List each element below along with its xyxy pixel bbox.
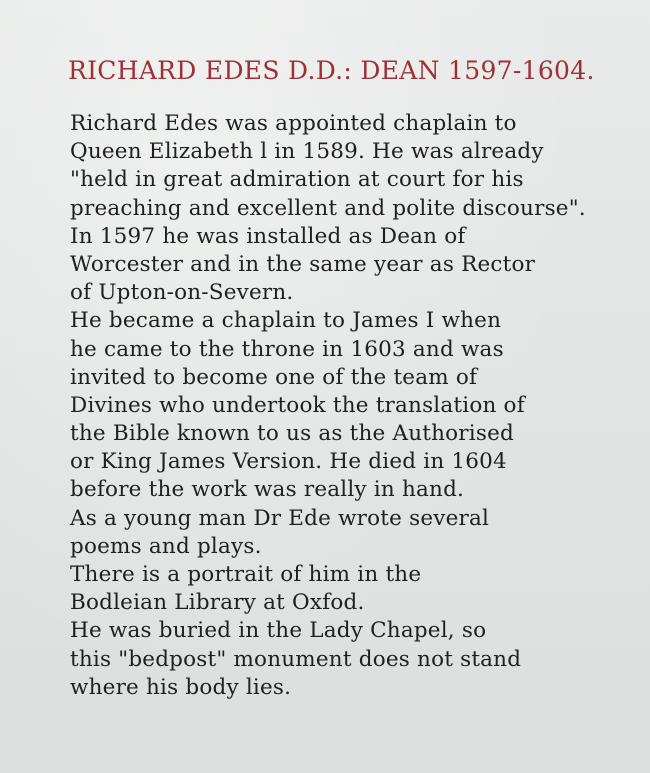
plaque-line: "held in great admiration at court for his bbox=[70, 167, 524, 193]
plaque-line: preaching and excellent and polite discourse". bbox=[70, 195, 586, 221]
plaque-line: Divines who undertook the translation of bbox=[70, 392, 525, 418]
plaque-line: of Upton-on-Severn. bbox=[70, 280, 294, 306]
plaque-line: Queen Elizabeth l in 1589. He was already bbox=[70, 139, 544, 165]
plaque-line: poems and plays. bbox=[70, 533, 262, 559]
plaque-line: He became a chaplain to James I when bbox=[70, 308, 502, 334]
plaque-line: Worcester and in the same year as Rector bbox=[70, 251, 536, 277]
plaque-line: he came to the throne in 1603 and was bbox=[70, 336, 504, 362]
plaque-line: He was buried in the Lady Chapel, so bbox=[70, 618, 487, 644]
plaque-line: As a young man Dr Ede wrote several bbox=[70, 505, 490, 531]
plaque-line: this "bedpost" monument does not stand bbox=[70, 646, 522, 672]
plaque-line: In 1597 he was installed as Dean of bbox=[70, 223, 466, 249]
plaque-line: before the work was really in hand. bbox=[70, 477, 465, 503]
plaque-line: where his body lies. bbox=[70, 674, 292, 700]
plaque-line: invited to become one of the team of bbox=[70, 364, 478, 390]
plaque-line: Richard Edes was appointed chaplain to bbox=[70, 111, 517, 136]
plaque-line: Bodleian Library at Oxfod. bbox=[70, 590, 365, 616]
plaque-body bbox=[70, 110, 630, 702]
plaque-line: the Bible known to us as the Authorised bbox=[70, 421, 514, 447]
plaque-title: RICHARD EDES D.D.: DEAN 1597-1604. bbox=[68, 56, 595, 85]
plaque-line: or King James Version. He died in 1604 bbox=[70, 449, 507, 475]
plaque-line: There is a portrait of him in the bbox=[70, 562, 422, 587]
